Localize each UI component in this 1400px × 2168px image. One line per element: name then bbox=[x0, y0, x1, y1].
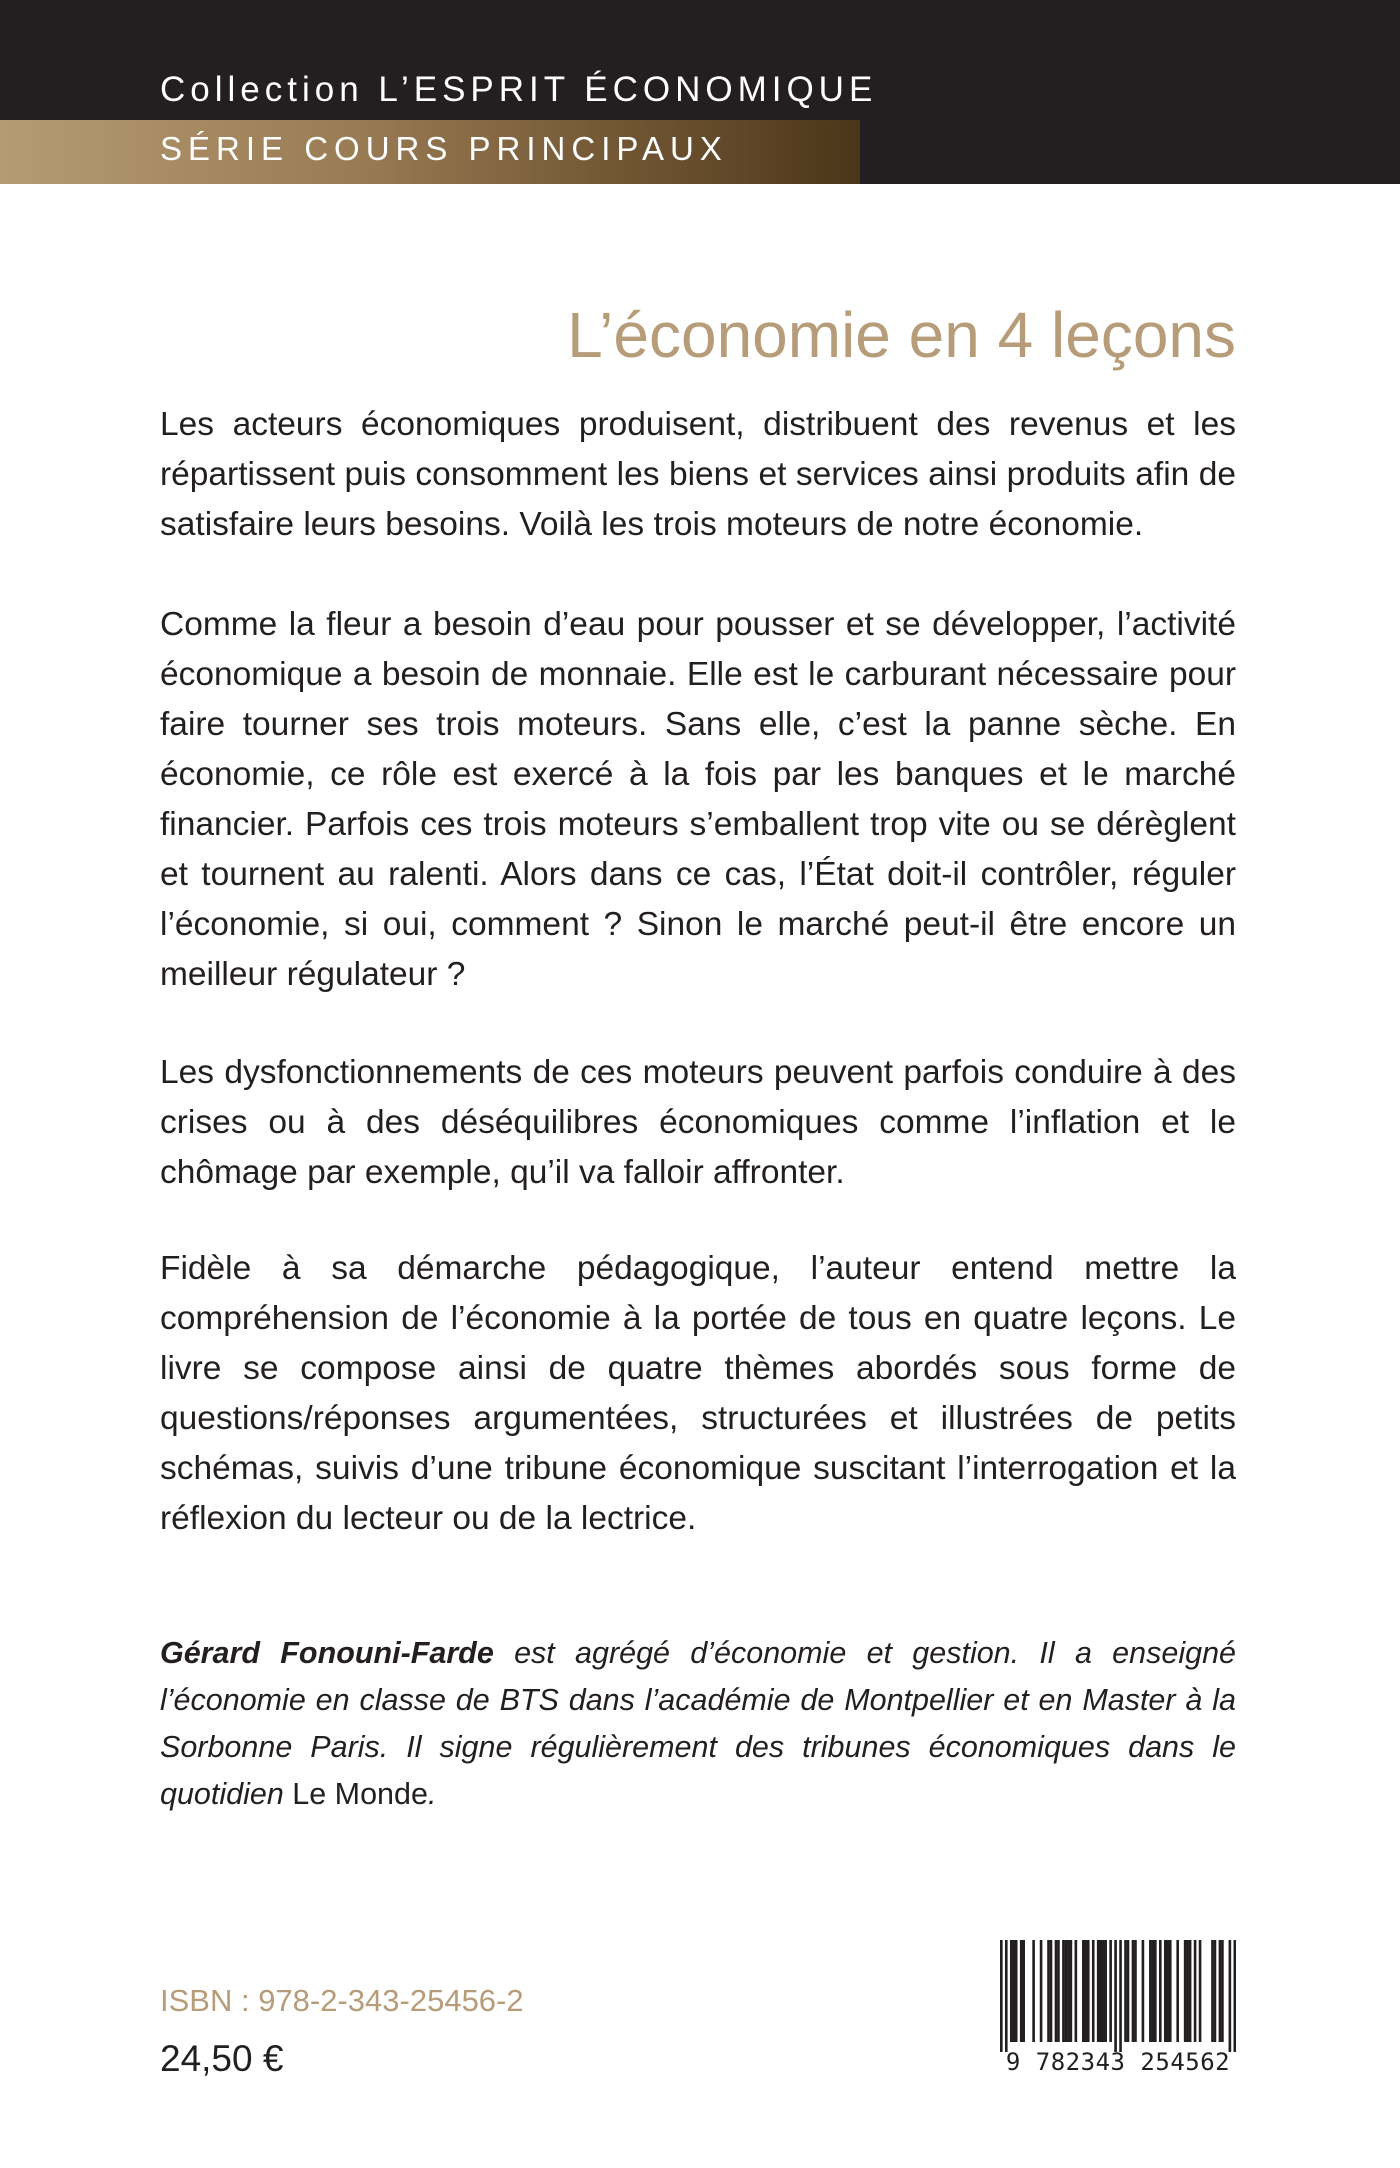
barcode-bar bbox=[1134, 1940, 1137, 2042]
barcode-bar bbox=[1154, 1940, 1157, 2042]
barcode-bar bbox=[1065, 1940, 1068, 2042]
barcode-bar bbox=[1104, 1940, 1107, 2042]
barcode-bar bbox=[1199, 1940, 1202, 2042]
barcode-bar bbox=[1067, 1940, 1070, 2042]
barcode-bars bbox=[1000, 1940, 1236, 2052]
barcode-bar bbox=[1099, 1940, 1102, 2042]
barcode-bar bbox=[1214, 1940, 1217, 2042]
barcode-bar bbox=[1000, 1940, 1003, 2052]
barcode-bar bbox=[1166, 1940, 1169, 2042]
barcode-bar bbox=[1186, 1940, 1189, 2042]
barcode-bar bbox=[1164, 1940, 1167, 2042]
barcode-bar bbox=[1020, 1940, 1023, 2042]
barcode-bar bbox=[1070, 1940, 1073, 2042]
isbn: ISBN : 978-2-343-25456-2 bbox=[160, 1983, 524, 2018]
barcode-bar bbox=[1184, 1940, 1187, 2042]
price: 24,50 € bbox=[160, 2038, 284, 2079]
barcode-bar bbox=[1159, 1940, 1162, 2042]
barcode-bar bbox=[1012, 1940, 1015, 2042]
barcode-bar bbox=[1211, 1940, 1214, 2042]
newspaper-name: Le Monde bbox=[292, 1777, 428, 1811]
barcode-bar bbox=[1062, 1940, 1065, 2042]
barcode-bar bbox=[1109, 1940, 1112, 2042]
summary-paragraph-2: Comme la fleur a besoin d’eau pour pousser et se développer, l’activité économique a besoin de monnaie. Elle est le carburant nécessaire pour faire tourner ses trois moteurs. Sans elle, c’est la panne sèche. En économie, ce rôle est exercé à la fois par les banques et le marché financier. Parfois ces trois moteurs s’emballent trop vite ou se dérèglent et tournent au ralenti. Alors dans ce cas, l’État doit-il contrôler, réguler l’économie, si oui, comment ? Sinon le marché peut-il être encore un meilleur régulateur ? bbox=[160, 606, 1236, 993]
barcode-bar bbox=[1040, 1940, 1043, 2042]
barcode-bar bbox=[1229, 1940, 1232, 2052]
book-title: L’économie en 4 leçons bbox=[567, 299, 1236, 371]
barcode-bar bbox=[1047, 1940, 1050, 2042]
barcode-bar bbox=[1097, 1940, 1100, 2042]
barcode-bar bbox=[1032, 1940, 1035, 2042]
serie-name: SÉRIE COURS PRINCIPAUX bbox=[160, 130, 728, 167]
barcode-bar bbox=[1087, 1940, 1090, 2042]
author-bio-text: est agrégé d’économie et gestion. Il a enseigné l’économie en classe de BTS dans l’académie de Montpellier et en Master à la Sorbonne Paris. Il signe régulièrement des tribunes économiques dans le quotidien bbox=[160, 1636, 1236, 1811]
barcode-bar bbox=[1092, 1940, 1095, 2042]
barcode-bar bbox=[1050, 1940, 1053, 2042]
barcode-bar bbox=[1005, 1940, 1008, 2052]
author-bio bbox=[160, 1630, 1236, 1818]
barcode-bar bbox=[1114, 1940, 1117, 2052]
barcode-bar bbox=[1124, 1940, 1127, 2042]
barcode-bar bbox=[1219, 1940, 1222, 2042]
barcode-bar bbox=[1194, 1940, 1197, 2042]
barcode-bar bbox=[1010, 1940, 1013, 2042]
summary-paragraph-4: Fidèle à sa démarche pédagogique, l’auteur entend mettre la compréhension de l’économie à la portée de tous en quatre leçons. Le livre se compose ainsi de quatre thèmes abordés sous forme de questions/réponses argumentées, structurées et illustrées de petits schémas, suivis d’une tribune économique suscitant l’interrogation et la réflexion du lecteur ou de la lectrice. bbox=[160, 1250, 1236, 1537]
barcode-bar bbox=[1234, 1940, 1236, 2052]
barcode-bar bbox=[1189, 1940, 1192, 2042]
barcode-bar bbox=[1152, 1940, 1155, 2042]
collection-name: Collection L’ESPRIT ÉCONOMIQUE bbox=[160, 70, 878, 109]
barcode-digits: 9 782343 254562 bbox=[1005, 2048, 1231, 2076]
barcode-bar bbox=[1055, 1940, 1058, 2042]
barcode-bar bbox=[1084, 1940, 1087, 2042]
author-bio-end: . bbox=[427, 1777, 437, 1811]
barcode-bar bbox=[1022, 1940, 1025, 2042]
barcode-bar bbox=[1169, 1940, 1172, 2042]
barcode-bar bbox=[1132, 1940, 1135, 2042]
barcode-bar bbox=[1082, 1940, 1085, 2042]
summary-paragraph-3: Les dysfonctionnements de ces moteurs peuvent parfois conduire à des crises ou à des déséquilibres économiques comme l’inflation et le chômage par exemple, qu’il va falloir affronter. bbox=[160, 1054, 1236, 1191]
barcode-bar bbox=[1142, 1940, 1145, 2042]
barcode-bar bbox=[1102, 1940, 1105, 2042]
barcode-bar bbox=[1015, 1940, 1018, 2042]
barcode-bar bbox=[1119, 1940, 1122, 2052]
barcode-bar bbox=[1127, 1940, 1130, 2042]
barcode-bar bbox=[1176, 1940, 1179, 2042]
barcode-bar bbox=[1221, 1940, 1224, 2042]
barcode-bar bbox=[1075, 1940, 1078, 2042]
barcode-bar bbox=[1149, 1940, 1152, 2042]
barcode-bar bbox=[1057, 1940, 1060, 2042]
author-name: Gérard Fonouni-Farde bbox=[160, 1636, 494, 1670]
summary-paragraph-1: Les acteurs économiques produisent, distribuent des revenus et les répartissent puis consomment les biens et services ainsi produits afin de satisfaire leurs besoins. Voilà les trois moteurs de notre économie. bbox=[160, 406, 1236, 543]
barcode bbox=[1000, 1940, 1236, 2086]
